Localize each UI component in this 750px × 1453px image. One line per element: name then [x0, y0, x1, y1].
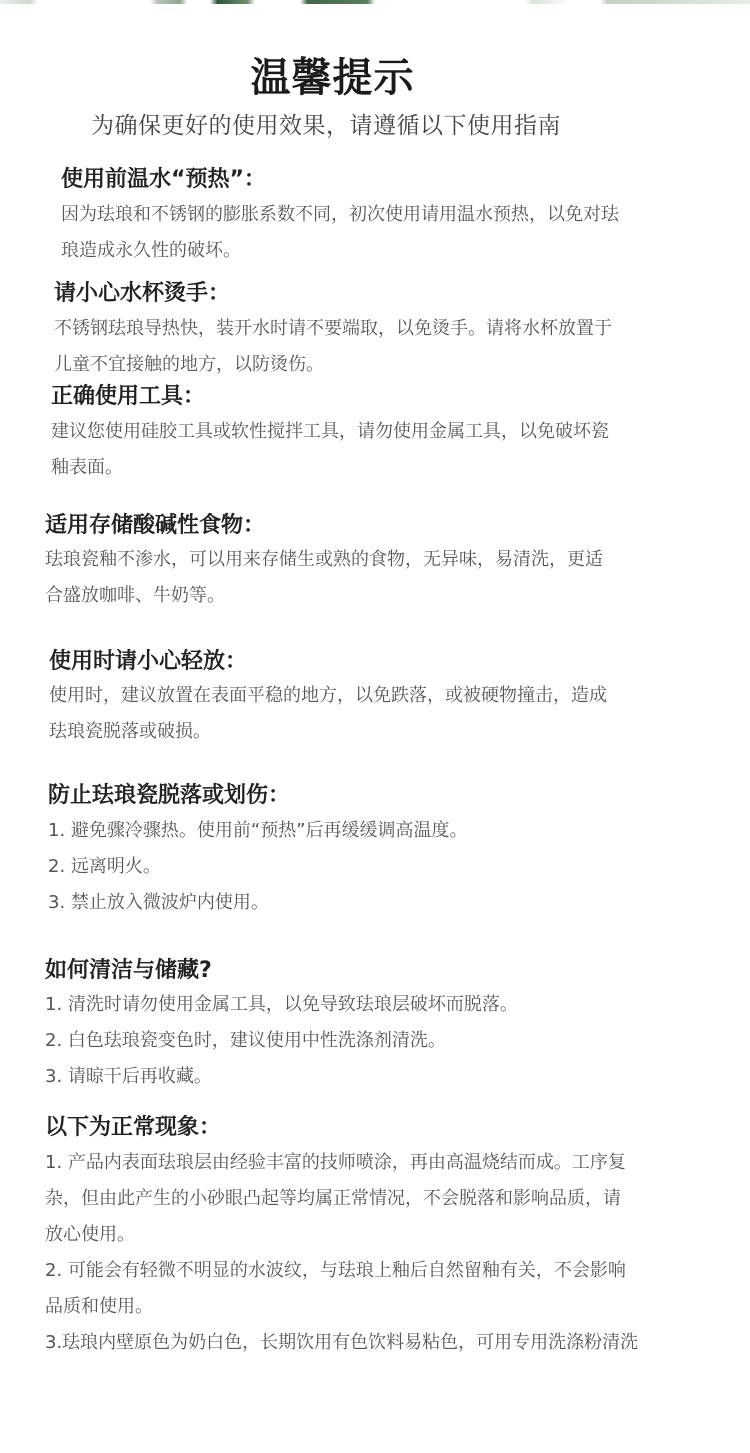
page-subtitle: 为确保更好的使用效果，请遵循以下使用指南	[91, 113, 561, 139]
list-item: 2. 白色珐琅瓷变色时，建议使用中性洗涤剂清洗。	[45, 1030, 446, 1051]
list-item-continuation: 品质和使用。	[45, 1296, 153, 1317]
section-text-line: 合盛放咖啡、牛奶等。	[45, 585, 225, 606]
section-heading-handle-gently: 使用时请小心轻放：	[49, 649, 248, 674]
section-text-line: 儿童不宜接触的地方，以防烫伤。	[54, 354, 324, 375]
section-text-line: 因为珐琅和不锈钢的膨胀系数不同，初次使用请用温水预热，以免对珐	[61, 204, 619, 225]
page-title: 温馨提示	[250, 55, 415, 101]
list-item: 1. 清洗时请勿使用金属工具，以免导致珐琅层破坏而脱落。	[45, 994, 518, 1015]
section-heading-cleaning: 如何清洁与储藏?	[45, 958, 212, 983]
section-heading-storage: 适用存储酸碱性食物：	[45, 513, 266, 538]
top-decorative-strip	[0, 0, 750, 4]
section-text-line: 建议您使用硅胶工具或软性搅拌工具，请勿使用金属工具，以免破坏瓷	[51, 421, 609, 442]
list-item: 1. 避免骤冷骤热。使用前“预热”后再缓缓调高温度。	[48, 820, 468, 841]
list-item: 1. 产品内表面珐琅层由经验丰富的技师喷涂，再由高温烧结而成。工序复	[45, 1152, 626, 1173]
section-text-line: 珐琅瓷釉不渗水，可以用来存储生或熟的食物，无异味，易清洗，更适	[45, 549, 603, 570]
section-heading-hot-cup: 请小心水杯烫手：	[54, 281, 231, 306]
list-item: 2. 远离明火。	[48, 856, 161, 877]
list-item: 3.珐琅内壁原色为奶白色，长期饮用有色饮料易粘色，可用专用洗涤粉清洗	[45, 1332, 639, 1353]
list-item: 3. 禁止放入微波炉内使用。	[48, 892, 269, 913]
section-heading-normal-phenomena: 以下为正常现象：	[45, 1115, 222, 1140]
section-heading-preheat: 使用前温水“预热”：	[61, 167, 266, 192]
list-item-continuation: 放心使用。	[45, 1224, 135, 1245]
list-item-continuation: 杂，但由此产生的小砂眼凸起等均属正常情况，不会脱落和影响品质，请	[45, 1188, 621, 1209]
section-text-line: 不锈钢珐琅导热快，装开水时请不要端取，以免烫手。请将水杯放置于	[54, 318, 612, 339]
section-heading-prevent-chipping: 防止珐琅瓷脱落或划伤：	[48, 783, 291, 808]
section-text-line: 珐琅瓷脱落或破损。	[49, 721, 211, 742]
section-text-line: 釉表面。	[51, 457, 123, 478]
list-item: 3. 请晾干后再收藏。	[45, 1066, 212, 1087]
section-text-line: 琅造成永久性的破坏。	[61, 240, 241, 261]
list-item: 2. 可能会有轻微不明显的水波纹，与珐琅上釉后自然留釉有关，不会影响	[45, 1260, 626, 1281]
section-heading-tools: 正确使用工具：	[51, 384, 206, 409]
section-text-line: 使用时，建议放置在表面平稳的地方，以免跌落，或被硬物撞击，造成	[49, 685, 607, 706]
